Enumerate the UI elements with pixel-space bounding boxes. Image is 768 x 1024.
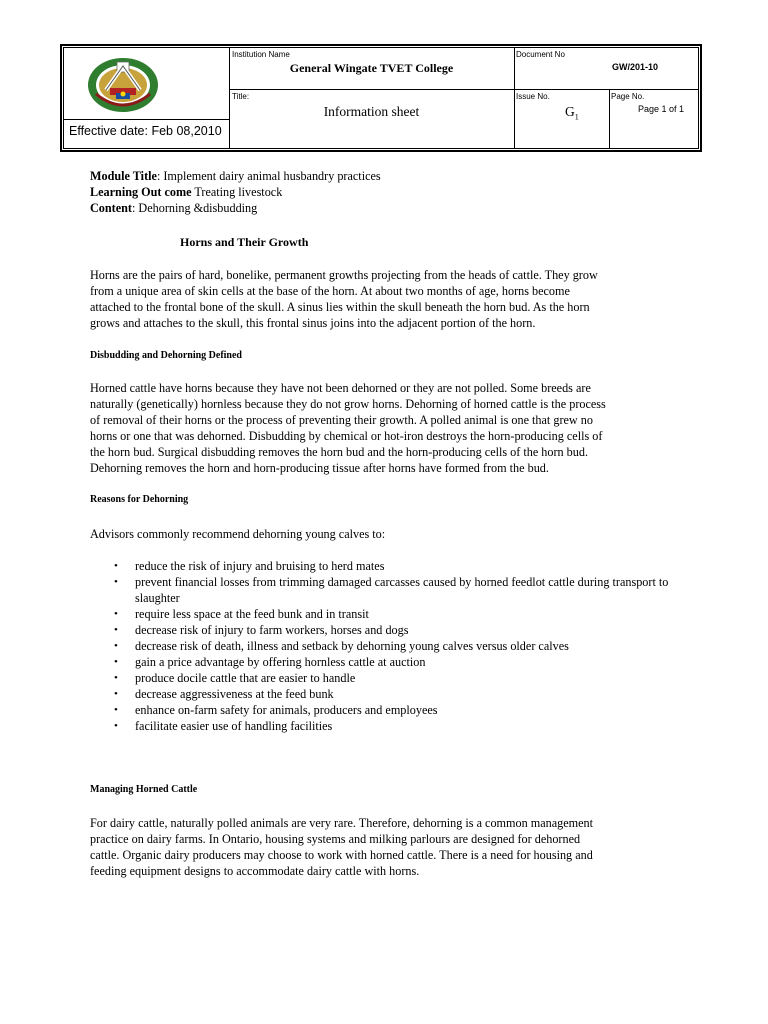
- paragraph-line: Horns are the pairs of hard, bonelike, permanent growths projecting from the heads of cattle. They grow: [90, 268, 598, 282]
- list-item: • gain a price advantage by offering hornless cattle at auction: [90, 654, 710, 670]
- paragraph-line: grows and attaches to the skull, this frontal sinus joins into the adjacent portion of the horn.: [90, 316, 536, 330]
- effective-date: Effective date: Feb 08,2010: [69, 124, 222, 138]
- reasons-intro: Advisors commonly recommend dehorning young calves to:: [90, 527, 386, 541]
- list-item: • facilitate easier use of handling facilities: [90, 718, 710, 734]
- section-heading-horns: Horns and Their Growth: [180, 235, 309, 249]
- paragraph-line: feeding equipment designs to accommodate dairy cattle with horns.: [90, 864, 420, 878]
- paragraph-line: from a unique area of skin cells at the base of the horn. At about two months of age, horns become: [90, 284, 570, 298]
- section-heading-reasons: Reasons for Dehorning: [90, 494, 189, 505]
- section-heading-defined: Disbudding and Dehorning Defined: [90, 350, 242, 361]
- paragraph-line: practice on dairy farms. In Ontario, housing systems and milking parlours are designed for dehorned: [90, 832, 581, 846]
- issue-number: $G_1$: [565, 104, 579, 122]
- document-caption: Document No: [516, 50, 565, 59]
- paragraph-line: cattle. Organic dairy producers may choose to work with horned cattle. There is a need for housing and: [90, 848, 593, 862]
- list-item: • decrease aggressiveness at the feed bunk: [90, 686, 710, 702]
- list-item: • prevent financial losses from trimming damaged carcasses caused by horned feedlot cattle during transport to slaughter: [90, 574, 710, 606]
- list-item: • decrease risk of death, illness and setback by dehorning young calves versus older calves: [90, 638, 710, 654]
- institution-name: General Wingate TVET College: [289, 61, 454, 75]
- title-caption: Title:: [232, 92, 250, 101]
- paragraph-line: attached to the frontal bone of the skull. A sinus lies within the skull beneath the horn bud. As the horn: [90, 300, 590, 314]
- paragraph-line: horns or one that was dehorned. Disbudding by chemical or hot-iron destroys the horn-producing cells of: [90, 429, 603, 443]
- paragraph-line: Dehorning removes the horn and horn-producing tissue after horns have formed from the bud.: [90, 461, 549, 475]
- paragraph-line: Horned cattle have horns because they have not been dehorned or they are not polled. Some breeds are: [90, 381, 591, 395]
- document-number: GW/201-10: [612, 62, 659, 72]
- header-divider: [609, 89, 610, 149]
- module-title-line: Module Title: Implement dairy animal husbandry practices: [90, 169, 381, 183]
- list-item: • enhance on-farm safety for animals, producers and employees: [90, 702, 710, 718]
- institution-caption: Institution Name: [232, 50, 290, 59]
- content-line: Content: Dehorning &disbudding: [90, 201, 258, 215]
- page-caption: Page No.: [611, 92, 645, 101]
- list-item: • require less space at the feed bunk and in transit: [90, 606, 710, 622]
- learning-outcome-line: Learning Out come Treating livestock: [90, 185, 283, 199]
- reasons-list: [90, 558, 710, 734]
- header-divider: [229, 89, 699, 90]
- issue-caption: Issue No.: [516, 92, 550, 101]
- paragraph-line: naturally (genetically) hornless because they do not grow horns. Dehorning of horned cattle is the process: [90, 397, 606, 411]
- college-logo: [86, 52, 160, 114]
- page-number: Page 1 of 1: [638, 104, 685, 114]
- paragraph-line: the horn bud. Surgical disbudding removes the horn bud and the horn-producing cells of the horn bud.: [90, 445, 589, 459]
- header-divider: [514, 47, 515, 149]
- section-heading-managing: Managing Horned Cattle: [90, 784, 198, 795]
- header-divider: [63, 119, 229, 120]
- list-item: • reduce the risk of injury and bruising to herd mates: [90, 558, 710, 574]
- paragraph-line: of removal of their horns or the process of preventing their growth. A polled animal is one that grew no: [90, 413, 593, 427]
- list-item: • produce docile cattle that are easier to handle: [90, 670, 710, 686]
- paragraph-line: For dairy cattle, naturally polled animals are very rare. Therefore, dehorning is a common management: [90, 816, 593, 830]
- list-item: • decrease risk of injury to farm workers, horses and dogs: [90, 622, 710, 638]
- document-title: Information sheet: [323, 104, 420, 119]
